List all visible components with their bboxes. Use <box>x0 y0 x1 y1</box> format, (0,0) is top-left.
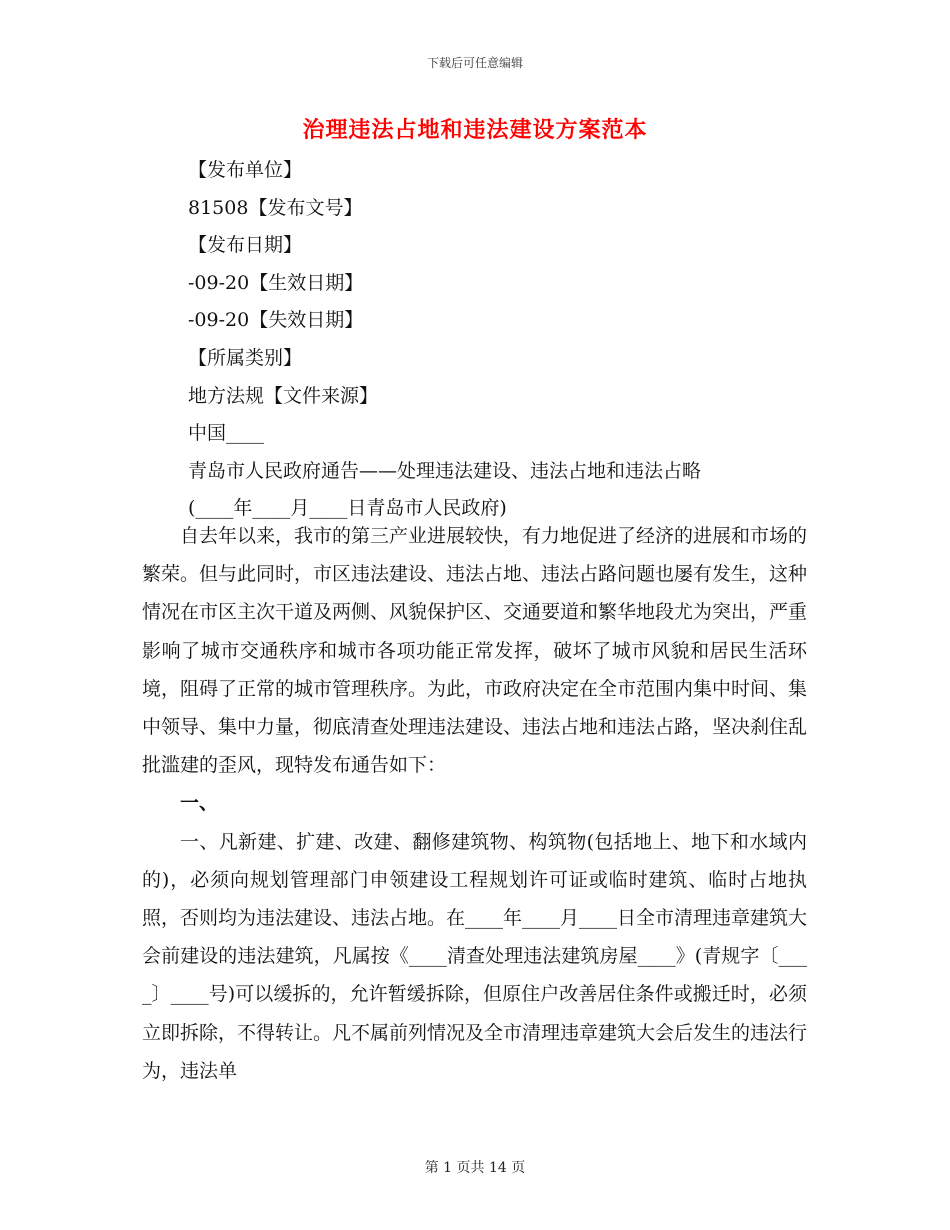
body-text <box>142 517 807 1090</box>
meta-line: (____年____月____日青岛市人民政府) <box>188 497 507 520</box>
meta-line: 青岛市人民政府通告——处理违法建设、违法占地和违法占略 <box>188 459 702 482</box>
meta-line: 【所属类别】 <box>188 346 303 369</box>
meta-line: 【发布日期】 <box>188 234 303 257</box>
page-footer: 第 1 页共 14 页 <box>424 1160 526 1176</box>
paragraph-intro: 自去年以来，我市的第三产业进展较快，有力地促进了经济的进展和市场的繁荣。但与此同时，市区违法建设、违法占地、违法占路问题也屡有发生，这种情况在市区主次干道及两侧、风貌保护区、交通要道和繁华地段尤为突出，严重影响了城市交通秩序和城市各项功能正常发挥，破坏了城市风貌和居民生活环境，阻碍了正常的城市管理秩序。为此，市政府决定在全市范围内集中时间、集中领导、集中力量，彻底清查处理违法建设、违法占地和违法占路，坚决刹住乱批滥建的歪风，现特发布通告如下： <box>142 525 808 777</box>
meta-line: -09-20【生效日期】 <box>188 271 364 294</box>
header-note: 下载后可任意编辑 <box>426 56 523 70</box>
meta-line: 81508【发布文号】 <box>188 196 363 219</box>
meta-line: 中国____ <box>188 422 265 445</box>
paragraph-section-one: 一、凡新建、扩建、改建、翻修建筑物、构筑物(包括地上、地下和水域内的)，必须向规划管理部门申领建设工程规划许可证或临时建筑、临时占地执照，否则均为违法建设、违法占地。在____年____月____日全市清理违章建筑大会前建设的违法建筑，凡属按《____清查处理违法建筑房屋____》(青规字〔____〕____号)可以缓拆的，允许暂缓拆除，但原住户改善居住条件或搬迁时，必须立即拆除，不得转让。凡不属前列情况及全市清理违章建筑大会后发生的违法行为，违法单 <box>142 830 808 1082</box>
metadata-list <box>188 152 701 528</box>
meta-line: 地方法规【文件来源】 <box>188 384 379 407</box>
meta-line: -09-20【失效日期】 <box>188 309 364 332</box>
section-heading: 一、 <box>180 792 219 815</box>
document-title: 治理违法占地和违法建设方案范本 <box>302 117 648 143</box>
meta-line: 【发布单位】 <box>188 159 303 181</box>
